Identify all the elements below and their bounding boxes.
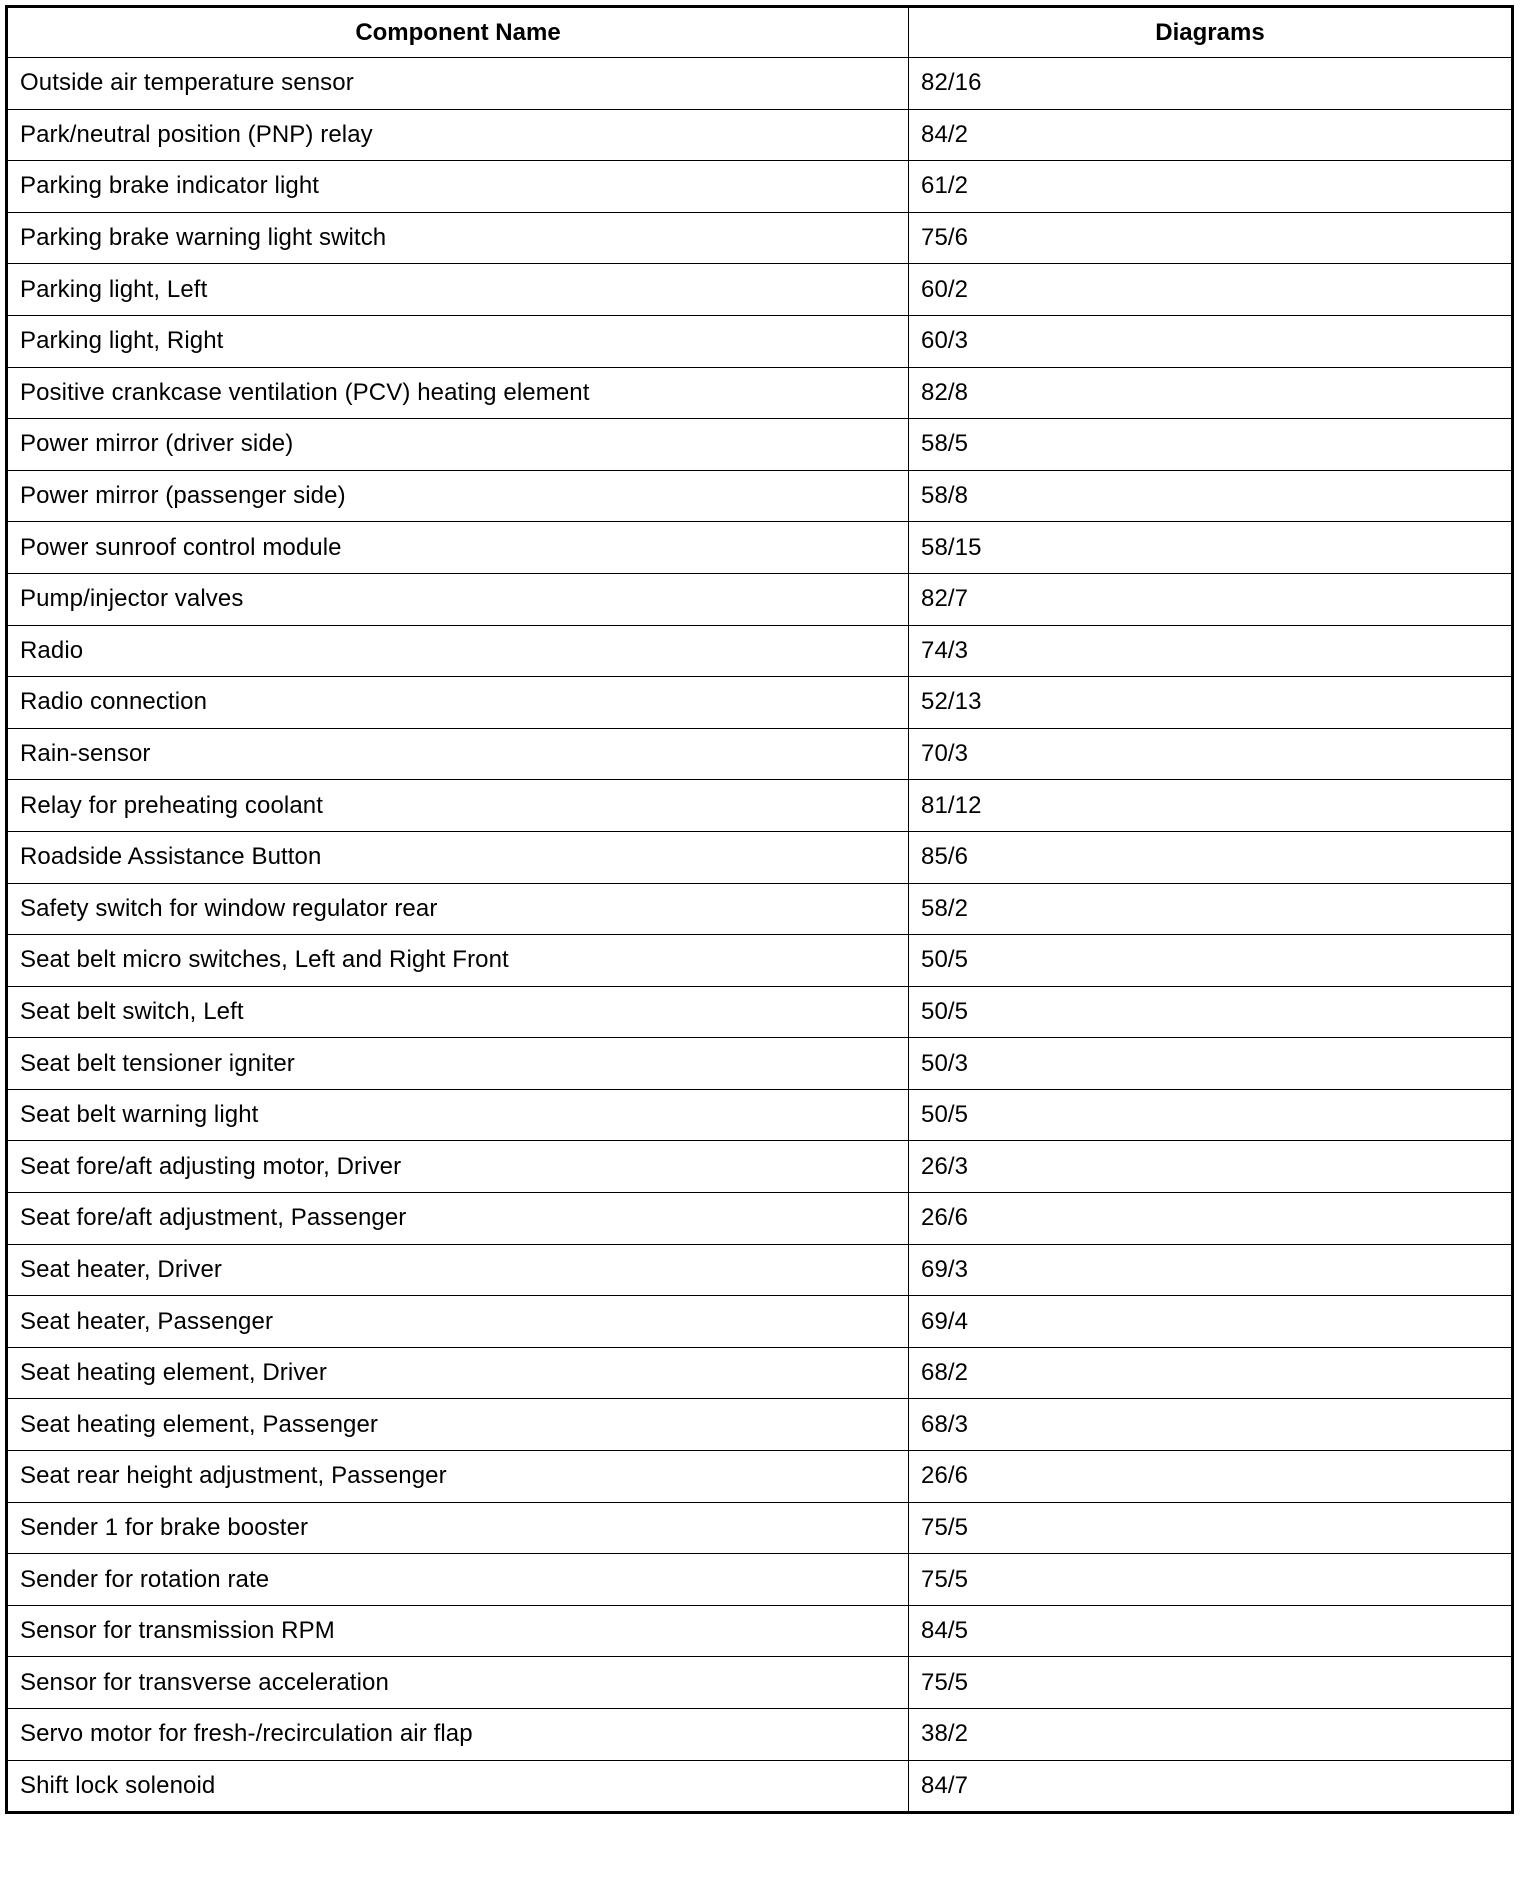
diagram-reference-cell: 75/6: [909, 212, 1513, 264]
component-name-cell: Seat heater, Passenger: [7, 1296, 909, 1348]
table-row: [7, 1296, 1513, 1348]
table-row: [7, 935, 1513, 987]
diagram-reference-cell: 82/8: [909, 367, 1513, 419]
table-body: [7, 58, 1513, 1813]
table-header-row: [7, 7, 1513, 58]
table-row: [7, 1347, 1513, 1399]
table-row: [7, 625, 1513, 677]
table-row: [7, 315, 1513, 367]
table-row: [7, 1451, 1513, 1503]
diagram-reference-cell: 50/5: [909, 986, 1513, 1038]
component-name-cell: Safety switch for window regulator rear: [7, 883, 909, 935]
diagram-reference-cell: 81/12: [909, 780, 1513, 832]
component-name-cell: Seat rear height adjustment, Passenger: [7, 1451, 909, 1503]
diagram-reference-cell: 84/5: [909, 1605, 1513, 1657]
table-row: [7, 419, 1513, 471]
component-name-cell: Seat belt warning light: [7, 1089, 909, 1141]
diagram-reference-cell: 50/5: [909, 935, 1513, 987]
table-row: [7, 883, 1513, 935]
diagram-reference-cell: 68/2: [909, 1347, 1513, 1399]
diagram-reference-cell: 50/5: [909, 1089, 1513, 1141]
diagram-reference-cell: 75/5: [909, 1554, 1513, 1606]
table-row: [7, 831, 1513, 883]
component-name-cell: Servo motor for fresh-/recirculation air flap: [7, 1709, 909, 1761]
column-header-component-name: Component Name: [7, 7, 909, 58]
diagram-reference-cell: 26/6: [909, 1193, 1513, 1245]
diagram-reference-cell: 82/7: [909, 573, 1513, 625]
table-row: [7, 728, 1513, 780]
component-name-cell: Sensor for transverse acceleration: [7, 1657, 909, 1709]
component-name-cell: Seat belt switch, Left: [7, 986, 909, 1038]
diagram-reference-cell: 26/3: [909, 1141, 1513, 1193]
table-row: [7, 161, 1513, 213]
diagram-reference-cell: 68/3: [909, 1399, 1513, 1451]
table-row: [7, 780, 1513, 832]
diagram-reference-cell: 69/3: [909, 1244, 1513, 1296]
table-row: [7, 212, 1513, 264]
component-name-cell: Outside air temperature sensor: [7, 58, 909, 110]
component-name-cell: Seat fore/aft adjustment, Passenger: [7, 1193, 909, 1245]
table-row: [7, 677, 1513, 729]
table-row: [7, 522, 1513, 574]
column-header-diagrams: Diagrams: [909, 7, 1513, 58]
table-row: [7, 1141, 1513, 1193]
table-row: [7, 1193, 1513, 1245]
diagram-reference-cell: 84/7: [909, 1760, 1513, 1813]
diagram-reference-cell: 74/3: [909, 625, 1513, 677]
table-row: [7, 1399, 1513, 1451]
table-row: [7, 986, 1513, 1038]
table-row: [7, 264, 1513, 316]
component-index-table: [5, 5, 1514, 1814]
diagram-reference-cell: 60/2: [909, 264, 1513, 316]
component-name-cell: Shift lock solenoid: [7, 1760, 909, 1813]
table-row: [7, 1605, 1513, 1657]
component-name-cell: Relay for preheating coolant: [7, 780, 909, 832]
diagram-reference-cell: 75/5: [909, 1502, 1513, 1554]
diagram-reference-cell: 58/15: [909, 522, 1513, 574]
diagram-reference-cell: 60/3: [909, 315, 1513, 367]
component-name-cell: Positive crankcase ventilation (PCV) heating element: [7, 367, 909, 419]
component-name-cell: Parking brake warning light switch: [7, 212, 909, 264]
component-name-cell: Rain-sensor: [7, 728, 909, 780]
table-row: [7, 1760, 1513, 1813]
diagram-reference-cell: 70/3: [909, 728, 1513, 780]
table-row: [7, 58, 1513, 110]
diagram-reference-cell: 82/16: [909, 58, 1513, 110]
diagram-reference-cell: 52/13: [909, 677, 1513, 729]
component-name-cell: Parking brake indicator light: [7, 161, 909, 213]
component-name-cell: Sender for rotation rate: [7, 1554, 909, 1606]
table-row: [7, 1244, 1513, 1296]
document-page: [5, 5, 1511, 1814]
table-row: [7, 1709, 1513, 1761]
component-name-cell: Pump/injector valves: [7, 573, 909, 625]
component-name-cell: Parking light, Left: [7, 264, 909, 316]
component-name-cell: Power sunroof control module: [7, 522, 909, 574]
table-row: [7, 1502, 1513, 1554]
diagram-reference-cell: 85/6: [909, 831, 1513, 883]
table-row: [7, 1554, 1513, 1606]
table-row: [7, 367, 1513, 419]
diagram-reference-cell: 75/5: [909, 1657, 1513, 1709]
table-row: [7, 1038, 1513, 1090]
table-row: [7, 1089, 1513, 1141]
diagram-reference-cell: 58/2: [909, 883, 1513, 935]
component-name-cell: Radio: [7, 625, 909, 677]
diagram-reference-cell: 61/2: [909, 161, 1513, 213]
component-name-cell: Parking light, Right: [7, 315, 909, 367]
diagram-reference-cell: 50/3: [909, 1038, 1513, 1090]
diagram-reference-cell: 69/4: [909, 1296, 1513, 1348]
component-name-cell: Seat heating element, Passenger: [7, 1399, 909, 1451]
component-name-cell: Power mirror (driver side): [7, 419, 909, 471]
component-name-cell: Roadside Assistance Button: [7, 831, 909, 883]
component-name-cell: Seat heater, Driver: [7, 1244, 909, 1296]
diagram-reference-cell: 38/2: [909, 1709, 1513, 1761]
diagram-reference-cell: 58/8: [909, 470, 1513, 522]
table-row: [7, 1657, 1513, 1709]
component-name-cell: Park/neutral position (PNP) relay: [7, 109, 909, 161]
table-row: [7, 109, 1513, 161]
component-name-cell: Seat belt tensioner igniter: [7, 1038, 909, 1090]
table-row: [7, 470, 1513, 522]
component-name-cell: Sensor for transmission RPM: [7, 1605, 909, 1657]
component-name-cell: Sender 1 for brake booster: [7, 1502, 909, 1554]
diagram-reference-cell: 26/6: [909, 1451, 1513, 1503]
table-row: [7, 573, 1513, 625]
component-name-cell: Radio connection: [7, 677, 909, 729]
component-name-cell: Seat belt micro switches, Left and Right Front: [7, 935, 909, 987]
component-name-cell: Seat heating element, Driver: [7, 1347, 909, 1399]
diagram-reference-cell: 84/2: [909, 109, 1513, 161]
component-name-cell: Seat fore/aft adjusting motor, Driver: [7, 1141, 909, 1193]
diagram-reference-cell: 58/5: [909, 419, 1513, 471]
component-name-cell: Power mirror (passenger side): [7, 470, 909, 522]
